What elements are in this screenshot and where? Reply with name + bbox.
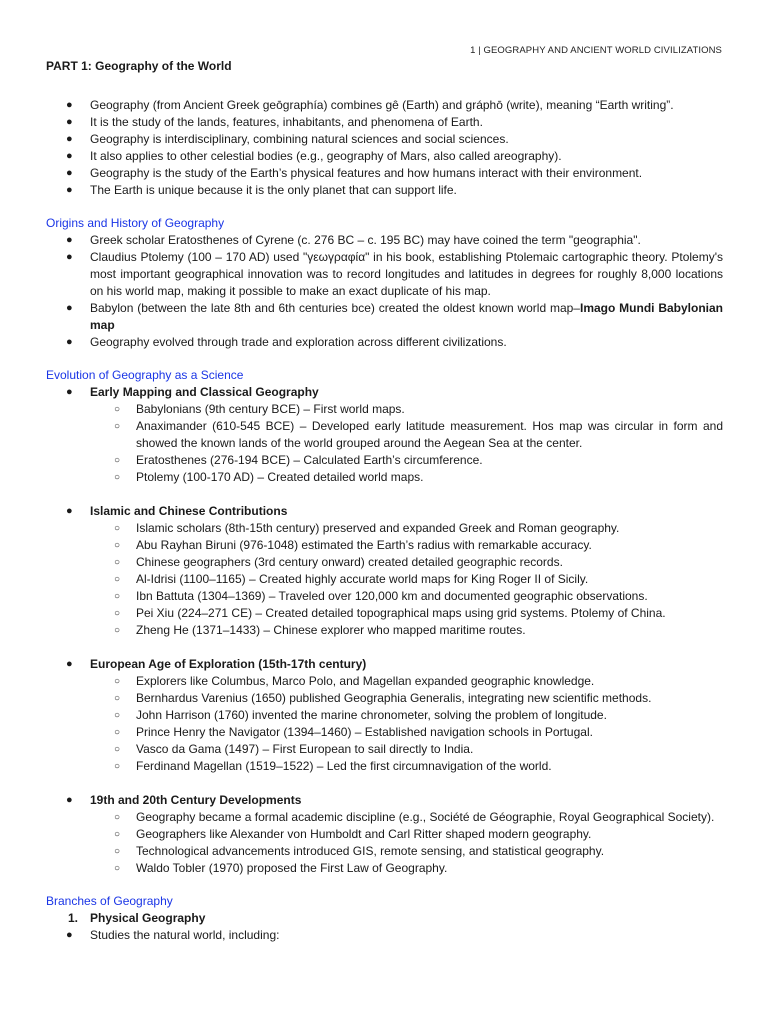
bullet-icon: ●: [66, 167, 73, 179]
bullet-icon: ●: [66, 658, 73, 670]
section-title-origins: Origins and History of Geography: [46, 216, 225, 230]
list-item: ○ Geographers like Alexander von Humboldt and Carl Ritter shaped modern geography.: [114, 827, 592, 841]
list-item: ○ Ibn Battuta (1304–1369) – Traveled over 120,000 km and documented geographic observations.: [114, 589, 648, 603]
list-item: ● Geography is the study of the Earth’s physical features and how humans interact with their environment.: [66, 166, 643, 180]
sub-list: [90, 401, 723, 486]
page-header: 1 | GEOGRAPHY AND ANCIENT WORLD CIVILIZATIONS: [470, 45, 722, 56]
intro-list: [46, 97, 723, 199]
list-group: [46, 792, 723, 877]
list-item: ○ Islamic scholars (8th-15th century) preserved and expanded Greek and Roman geography.: [114, 521, 620, 535]
list-group: [46, 503, 723, 639]
bold-term: Imago Mundi Babylonian map: [90, 301, 723, 332]
origins-list: [46, 232, 723, 351]
bullet-icon: ●: [66, 184, 73, 196]
sub-bullet-icon: ○: [114, 727, 121, 738]
list-item: ● It is the study of the lands, features, inhabitants, and phenomena of Earth.: [66, 115, 483, 129]
part-title: PART 1: Geography of the World: [46, 59, 232, 73]
list-item: ○ Explorers like Columbus, Marco Polo, and Magellan expanded geographic knowledge.: [114, 674, 595, 688]
sub-bullet-icon: ○: [114, 812, 121, 823]
sub-bullet-icon: ○: [114, 761, 121, 772]
bullet-icon: ●: [66, 251, 73, 263]
sub-bullet-icon: ○: [114, 557, 121, 568]
sub-bullet-icon: ○: [114, 455, 121, 466]
list-item: ○ Al-Idrisi (1100–1165) – Created highly accurate world maps for King Roger II of Sicily.: [114, 572, 589, 586]
branches-list: [46, 927, 723, 944]
list-item: ○ Geography became a formal academic discipline (e.g., Société de Géographie, Royal Geographical Society).: [114, 810, 715, 824]
list-item: ● Geography (from Ancient Greek geōgraphía) combines gê (Earth) and gráphō (write), meaning “Earth writing”.: [66, 98, 674, 112]
list-item: ○ Prince Henry the Navigator (1394–1460) – Established navigation schools in Portugal.: [114, 725, 593, 739]
list-item: ○ Ptolemy (100-170 AD) – Created detailed world maps.: [114, 470, 424, 484]
bullet-icon: ●: [66, 234, 73, 246]
list-item: ● Greek scholar Eratosthenes of Cyrene (c. 276 BC – c. 195 BC) may have coined the term "geographia".: [66, 233, 641, 247]
sub-bullet-icon: ○: [114, 625, 121, 636]
group-heading: Islamic and Chinese Contributions: [90, 504, 288, 518]
sub-bullet-icon: ○: [114, 591, 121, 602]
list-item: ● The Earth is unique because it is the only planet that can support life.: [66, 183, 457, 197]
list-group: [46, 384, 723, 486]
list-item: ● Geography is interdisciplinary, combining natural sciences and social sciences.: [66, 132, 509, 146]
group-heading: 19th and 20th Century Developments: [90, 793, 302, 807]
group-heading: European Age of Exploration (15th-17th century): [90, 657, 367, 671]
sub-bullet-icon: ○: [114, 846, 121, 857]
bullet-icon: ●: [66, 150, 73, 162]
bullet-icon: ●: [66, 133, 73, 145]
section-title-evolution: Evolution of Geography as a Science: [46, 368, 244, 382]
sub-bullet-icon: ○: [114, 404, 121, 415]
sub-bullet-icon: ○: [114, 523, 121, 534]
bullet-icon: ●: [66, 302, 73, 314]
sub-bullet-icon: ○: [114, 710, 121, 721]
list-item: ○ Chinese geographers (3rd century onward) created detailed geographic records.: [114, 555, 563, 569]
list-item: ● It also applies to other celestial bodies (e.g., geography of Mars, also called areography).: [66, 149, 562, 163]
bullet-icon: ●: [66, 929, 73, 941]
list-item: ● Claudius Ptolemy (100 – 170 AD) used "γεωγραφία" in his book, establishing Ptolemaic cartographic theory. Ptolemy's most important geographical innovation was to record longitudes and latitudes in degrees for roughly 8,000 locations on his world map, making it possible to make an exact duplicate of his map.: [66, 250, 723, 298]
bullet-icon: ●: [66, 386, 73, 398]
list-group: [46, 656, 723, 775]
list-item: ○ Zheng He (1371–1433) – Chinese explorer who mapped maritime routes.: [114, 623, 526, 637]
sub-bullet-icon: ○: [114, 540, 121, 551]
sub-bullet-icon: ○: [114, 863, 121, 874]
list-item: ○ Babylonians (9th century BCE) – First world maps.: [114, 402, 405, 416]
sub-bullet-icon: ○: [114, 693, 121, 704]
sub-list: [90, 673, 723, 775]
sub-bullet-icon: ○: [114, 608, 121, 619]
numbered-item: [46, 910, 723, 927]
list-item: ○ Technological advancements introduced GIS, remote sensing, and statistical geography.: [114, 844, 605, 858]
list-item: ● Studies the natural world, including:: [66, 928, 280, 942]
sub-bullet-icon: ○: [114, 421, 121, 432]
sub-bullet-icon: ○: [114, 472, 121, 483]
list-item: ○ Ferdinand Magellan (1519–1522) – Led the first circumnavigation of the world.: [114, 759, 552, 773]
item-number: 1.: [68, 911, 79, 925]
sub-bullet-icon: ○: [114, 574, 121, 585]
bullet-icon: ●: [66, 794, 73, 806]
evolution-list: [46, 384, 723, 877]
list-item: ● Babylon (between the late 8th and 6th centuries bce) created the oldest known world map–Imago Mundi Babylonian map: [66, 301, 723, 332]
sub-list: [90, 520, 723, 639]
list-item: ○ Eratosthenes (276-194 BCE) – Calculated Earth’s circumference.: [114, 453, 483, 467]
branches-numbered-list: [46, 910, 723, 927]
sub-bullet-icon: ○: [114, 744, 121, 755]
bullet-icon: ●: [66, 336, 73, 348]
list-item: ○ Waldo Tobler (1970) proposed the First Law of Geography.: [114, 861, 448, 875]
list-item: ○ Anaximander (610-545 BCE) – Developed early latitude measurement. Hos map was circular in form and showed the known lands of the world grouped around the Aegean Sea at the center.: [114, 419, 723, 450]
sub-bullet-icon: ○: [114, 829, 121, 840]
list-item: ○ Abu Rayhan Biruni (976-1048) estimated the Earth’s radius with remarkable accuracy.: [114, 538, 592, 552]
sub-bullet-icon: ○: [114, 676, 121, 687]
bullet-icon: ●: [66, 116, 73, 128]
list-item: ○ Vasco da Gama (1497) – First European to sail directly to India.: [114, 742, 474, 756]
bullet-icon: ●: [66, 505, 73, 517]
sub-list: [90, 809, 723, 877]
list-item: ● Geography evolved through trade and exploration across different civilizations.: [66, 335, 507, 349]
list-item: ○ Bernhardus Varenius (1650) published Geographia Generalis, integrating new scientific methods.: [114, 691, 652, 705]
bullet-icon: ●: [66, 99, 73, 111]
list-item: ○ Pei Xiu (224–271 CE) – Created detailed topographical maps using grid systems. Ptolemy of China.: [114, 606, 666, 620]
document-body: [46, 58, 723, 944]
numbered-item-label: Physical Geography: [90, 911, 206, 925]
section-title-branches: Branches of Geography: [46, 894, 173, 908]
list-item: ○ John Harrison (1760) invented the marine chronometer, solving the problem of longitude.: [114, 708, 607, 722]
group-heading: Early Mapping and Classical Geography: [90, 385, 319, 399]
